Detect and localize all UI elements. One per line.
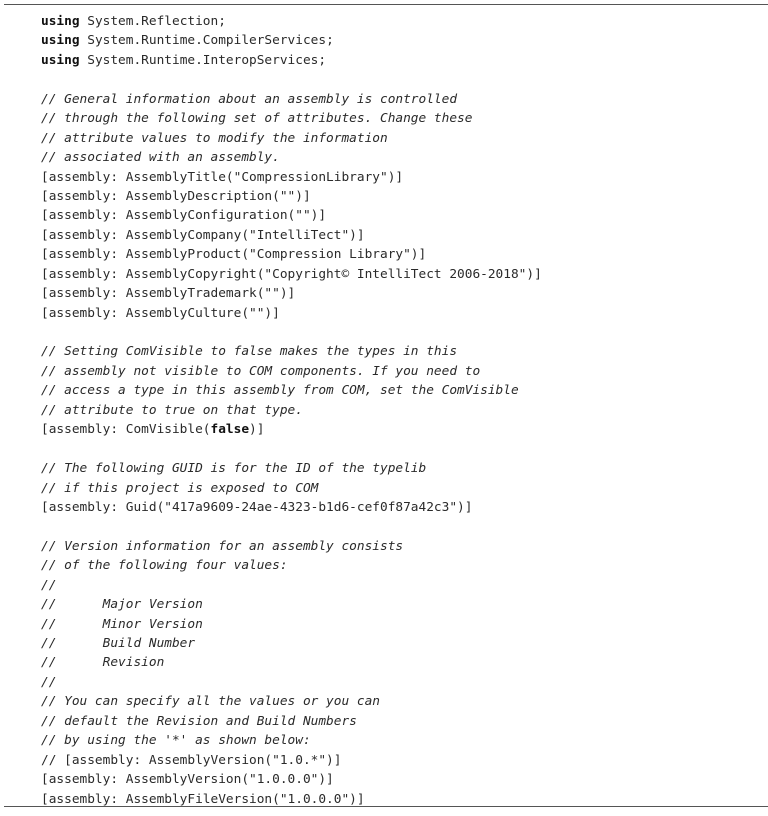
code-line: // Version information for an assembly consists xyxy=(41,538,404,554)
keyword: using xyxy=(41,14,80,29)
blank-line xyxy=(41,517,542,536)
code-line: [assembly: AssemblyDescription("")] xyxy=(41,188,311,204)
code-line: // General information about an assembly is controlled xyxy=(41,91,458,107)
blank-line xyxy=(41,323,542,342)
code-line: // default the Revision and Build Numbers xyxy=(41,713,357,729)
code-line: [assembly: AssemblyConfiguration("")] xyxy=(41,208,327,224)
code-line: [assembly: AssemblyCopyright("Copyright© IntelliTect 2006-2018")] xyxy=(41,266,542,282)
code-line: [assembly: AssemblyTrademark("")] xyxy=(41,286,296,302)
code-line: [assembly: AssemblyTitle("CompressionLibrary")] xyxy=(41,169,404,185)
code-line: // xyxy=(41,577,57,593)
code-text: System.Runtime.CompilerServices; xyxy=(79,33,334,49)
code-text: System.Reflection; xyxy=(79,14,226,29)
code-line: [assembly: Guid("417a9609-24ae-4323-b1d6-cef0f87a42c3")] xyxy=(41,499,473,515)
code-line: [assembly: AssemblyVersion("1.0.0.0")] xyxy=(41,772,334,788)
code-text: [assembly: ComVisible( xyxy=(41,422,211,438)
keyword: using xyxy=(41,52,80,68)
code-line xyxy=(41,420,542,439)
code-line: // attribute values to modify the information xyxy=(41,130,388,146)
code-line: // Setting ComVisible to false makes the types in this xyxy=(41,344,458,360)
code-line: [assembly: AssemblyFileVersion("1.0.0.0")] xyxy=(41,791,365,807)
code-line xyxy=(41,31,542,50)
code-line: // The following GUID is for the ID of the typelib xyxy=(41,461,427,477)
code-text: System.Runtime.InteropServices; xyxy=(79,52,327,68)
code-line: [assembly: AssemblyCulture("")] xyxy=(41,305,280,321)
code-line: // access a type in this assembly from COM, set the ComVisible xyxy=(41,383,519,399)
code-listing xyxy=(4,4,768,807)
code-line: // You can specify all the values or you can xyxy=(41,694,380,710)
code-line: // attribute to true on that type. xyxy=(41,402,303,418)
code-line: // assembly not visible to COM components. If you need to xyxy=(41,363,481,379)
code-line: // associated with an assembly. xyxy=(41,150,280,166)
code-line xyxy=(41,51,542,70)
code-line: [assembly: AssemblyProduct("Compression Library")] xyxy=(41,247,427,263)
code-line: // through the following set of attributes. Change these xyxy=(41,111,473,127)
blank-line xyxy=(41,70,542,89)
code-line: // if this project is exposed to COM xyxy=(41,480,319,496)
keyword: false xyxy=(210,422,250,438)
code-line: // Build Number xyxy=(41,636,196,651)
code-line: // Revision xyxy=(41,655,165,671)
code-line xyxy=(41,12,542,31)
keyword: using xyxy=(41,33,80,49)
code-line: // Minor Version xyxy=(41,616,203,632)
code-block xyxy=(41,12,542,809)
code-line: // [assembly: AssemblyVersion("1.0.*")] xyxy=(41,752,342,768)
code-text: )] xyxy=(249,422,265,438)
blank-line xyxy=(41,440,542,459)
code-line: // by using the '*' as shown below: xyxy=(41,733,311,749)
code-line: // xyxy=(41,674,57,690)
code-line: [assembly: AssemblyCompany("IntelliTect")] xyxy=(41,227,365,243)
code-line: // of the following four values: xyxy=(41,558,288,574)
code-line: // Major Version xyxy=(41,597,203,613)
